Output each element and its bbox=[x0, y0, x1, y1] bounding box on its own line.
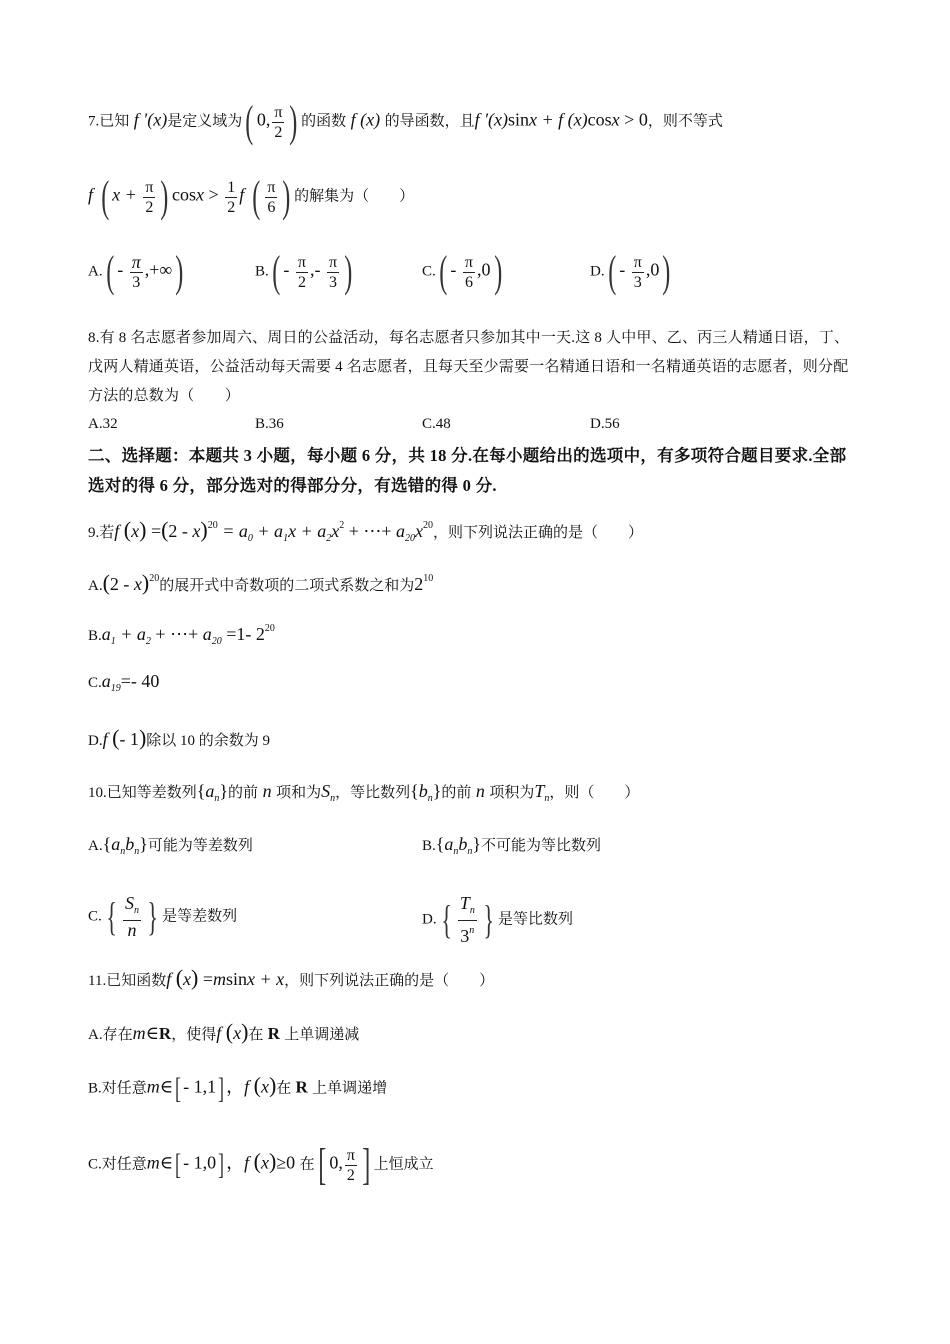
f-prime-x: f ′(x) bbox=[129, 109, 168, 130]
q8-option-d[interactable]: D.56 bbox=[590, 416, 620, 432]
q10-option-b[interactable]: $B.\{a_nb_n\}$不可能为等比数列 bbox=[422, 834, 602, 857]
q8-option-b[interactable]: B.36 bbox=[255, 416, 284, 432]
q8-stem: 8.有 8 名志愿者参加周六、周日的公益活动，每名志愿者只参加其中一天.这 8 人中甲、乙、丙三人精通日语，丁、戊两人精通英语，公益活动每天需要 4 名志愿者，且每天至少需要一名精通日语和一名精通英语的志愿者，则分配方法的总数为（ ） bbox=[88, 330, 850, 404]
q11-option-c[interactable]: C.对任意m∈[ - 1,0] ，f (x)≥0 在[ 0, $\frac{\pi}{2}$ ] 上恒成立 bbox=[88, 1140, 434, 1189]
q10-option-d[interactable]: D. { $\frac{T_n}{3^n}$ } 是等比数列 bbox=[422, 893, 574, 946]
q7-line2: f ( x + $\frac{\pi}{2}$ ) cosx > $\frac{1}{2}$ f ( $\frac{\pi}{6}$ ) 的解集为（ ） bbox=[88, 172, 415, 221]
q10-stem: 10.已知等差数列$\{a_n\}$的前 n 项和为$S_n$，等比数列$\{b_n\}$的前 n 项积为$T_n$，则（ ） bbox=[88, 781, 640, 804]
q9-option-c[interactable]: $C.a_{19}=-$ 40 bbox=[88, 671, 160, 694]
q9-option-d[interactable]: D.f (- 1)除以 10 的余数为 9 bbox=[88, 725, 271, 750]
q9-option-b[interactable]: $B.a_1 + a_2$ + ⋯+ $a_{20} =1-$ $2^{20}$ bbox=[88, 623, 275, 647]
q11-option-a[interactable]: A.存在m∈R，使得f (x)在 R 上单调递减 bbox=[88, 1019, 360, 1044]
q7-option-c[interactable]: C.( - $\frac{\pi}{6}$ ,0) bbox=[422, 247, 502, 296]
q7-option-b[interactable]: B.( - $\frac{\pi}{2}$ ,- $\frac{\pi}{3}$ ) bbox=[255, 247, 353, 296]
section-2-heading: 二、选择题：本题共 3 小题，每小题 6 分，共 18 分.在每小题给出的选项中，有多项符合题目要求.全部选对的得 6 分，部分选对的得部分分，有选错的得 0 分. bbox=[88, 446, 847, 495]
q10-option-a[interactable]: $A.\{a_nb_n\}$可能为等差数列 bbox=[88, 834, 253, 857]
q7-condition: f ′(x) bbox=[474, 109, 509, 130]
q7-option-a[interactable]: A.( - $\frac{\pi}{3}$ ,+∞) bbox=[88, 247, 184, 296]
q7-option-d[interactable]: D.( - $\frac{\pi}{3}$ ,0) bbox=[590, 247, 671, 296]
q9-stem: 9.若f $(x) =(2 - x)^{20} = a_0 + a_1x + a_2x^2$ + ⋯+ $a_{20}x^{20}$，则下列说法正确的是（ ） bbox=[88, 517, 644, 544]
q8-option-c[interactable]: C.48 bbox=[422, 416, 451, 432]
q10-option-c[interactable]: C. { $\frac{S_n}{n}$ } 是等差数列 bbox=[88, 893, 238, 940]
q11-option-b[interactable]: B.对任意m∈[ - 1,1] ，f (x)在 R 上单调递增 bbox=[88, 1072, 388, 1105]
q11-stem: 11.已知函数f (x) =msinx + x，则下列说法正确的是（ ） bbox=[88, 965, 495, 990]
q8-option-a[interactable]: A.32 bbox=[88, 416, 118, 432]
q9-option-a[interactable]: A.(2 - x)$^{20}$的展开式中奇数项的二项式系数之和为$2^{10}$ bbox=[88, 570, 434, 595]
q7-line1: 7.已知 f ′(x)是定义域为( 0, $\frac{\pi}{2}$ ) 的函数 f (x) 的导函数，且f ′(x)sinx + f (x)cosx > 0，则不等式 bbox=[88, 97, 723, 146]
